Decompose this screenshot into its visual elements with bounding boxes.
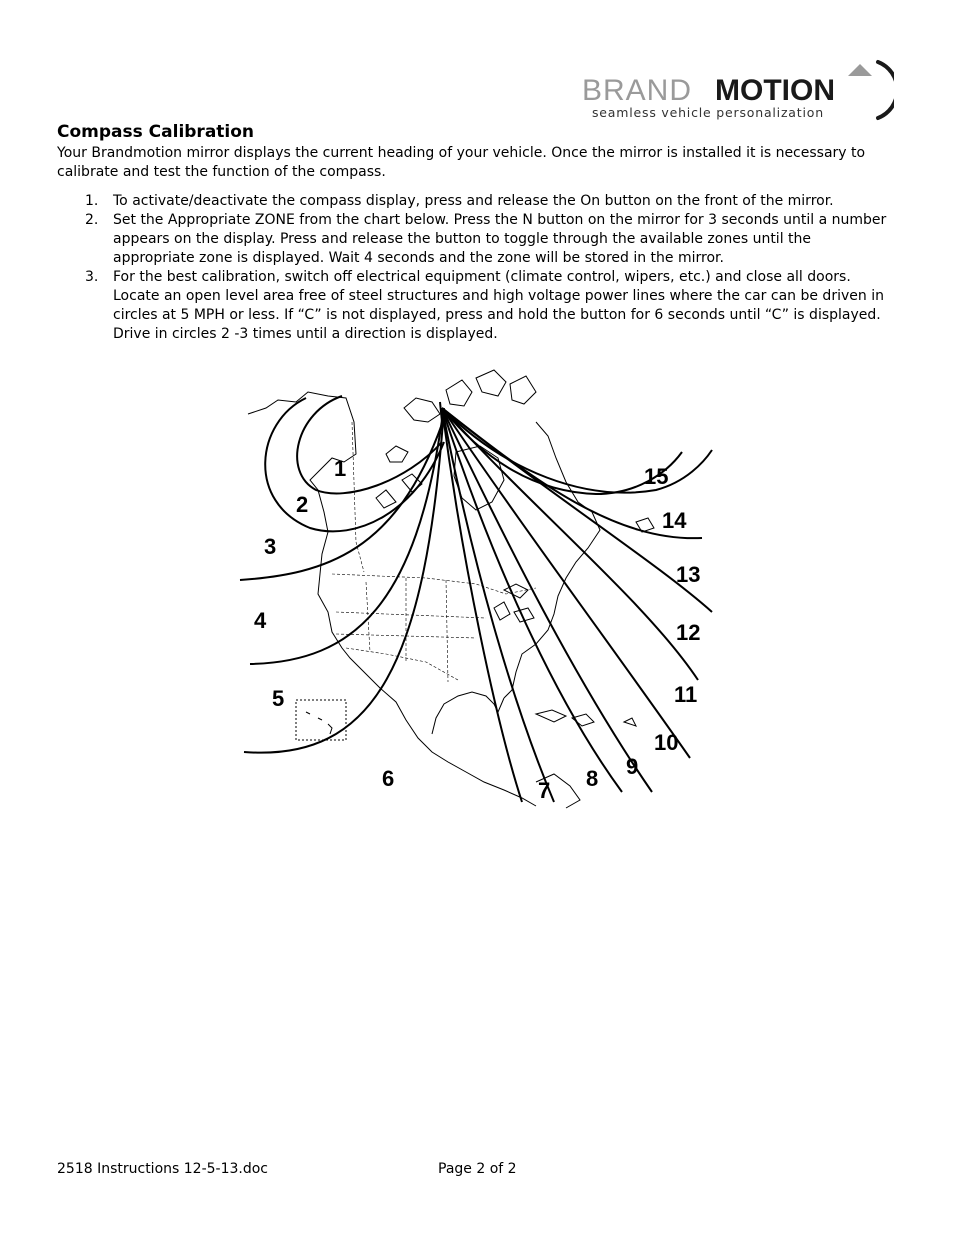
zone-label-3: 3: [264, 534, 277, 559]
logo-brand-light: BRAND: [582, 74, 693, 107]
zone-label-9: 9: [626, 754, 639, 779]
list-item: [57, 211, 897, 268]
zone-label-15: 15: [644, 464, 669, 489]
footer-filename: 2518 Instructions 12-5-13.doc: [57, 1161, 268, 1177]
zone-label-2: 2: [296, 492, 309, 517]
list-item: [57, 268, 897, 344]
zone-label-10: 10: [654, 730, 679, 755]
logo-arc-mark: [878, 62, 894, 118]
list-number: 2.: [85, 212, 99, 228]
zone-map-graphic: [236, 362, 716, 812]
zone-label-6: 6: [382, 766, 395, 791]
zone-label-7: 7: [538, 778, 551, 803]
list-text: For the best calibration, switch off electrical equipment (climate control, wipers, etc.) and close all doors. Locate an open level area free of steel structures and high voltage power lines where the car can be driven in circles at 5 MPH or less. If “C” is not displayed, press and hold the button for 6 seconds until “C” is displayed. Drive in circles 2 -3 times until a direction is displayed.: [113, 269, 884, 342]
zone-label-11: 11: [674, 682, 698, 707]
logo-tagline: seamless vehicle personalization: [592, 105, 824, 120]
page-heading: Compass Calibration: [57, 122, 255, 142]
zone-line-1: [297, 396, 442, 493]
instruction-list: [57, 192, 897, 344]
zone-label-5: 5: [272, 686, 285, 711]
intro-paragraph: Your Brandmotion mirror displays the current heading of your vehicle. Once the mirror is installed it is necessary to calibrate and test the function of the compass.: [57, 145, 866, 180]
zone-label-8: 8: [586, 766, 599, 791]
zone-label-12: 12: [676, 620, 701, 645]
list-item: [57, 192, 897, 211]
zone-label-4: 4: [254, 608, 267, 633]
list-text: Set the Appropriate ZONE from the chart below. Press the N button on the mirror for 3 seconds until a number appears on the display. Press and release the button to toggle through the available zones until the appropriate zone is displayed. Wait 4 seconds and the zone will be stored in the mirror.: [113, 212, 887, 266]
brandmotion-logo: [578, 56, 894, 124]
logo-graphic: [578, 56, 894, 124]
zone-label-14: 14: [662, 508, 687, 533]
compass-zone-map: [236, 362, 716, 812]
list-number: 1.: [85, 193, 99, 209]
borders: [332, 422, 536, 682]
zone-label-1: 1: [334, 456, 347, 481]
zone-label-13: 13: [676, 562, 701, 587]
footer-page-number: Page 2 of 2: [438, 1161, 517, 1177]
logo-brand-bold: MOTION: [715, 74, 835, 107]
list-text: To activate/deactivate the compass display, press and release the On button on the front of the mirror.: [113, 193, 834, 209]
zone-line-10: [442, 408, 690, 758]
zone-lines: [240, 396, 712, 802]
list-number: 3.: [85, 269, 99, 285]
logo-roof-mark: [848, 64, 872, 76]
